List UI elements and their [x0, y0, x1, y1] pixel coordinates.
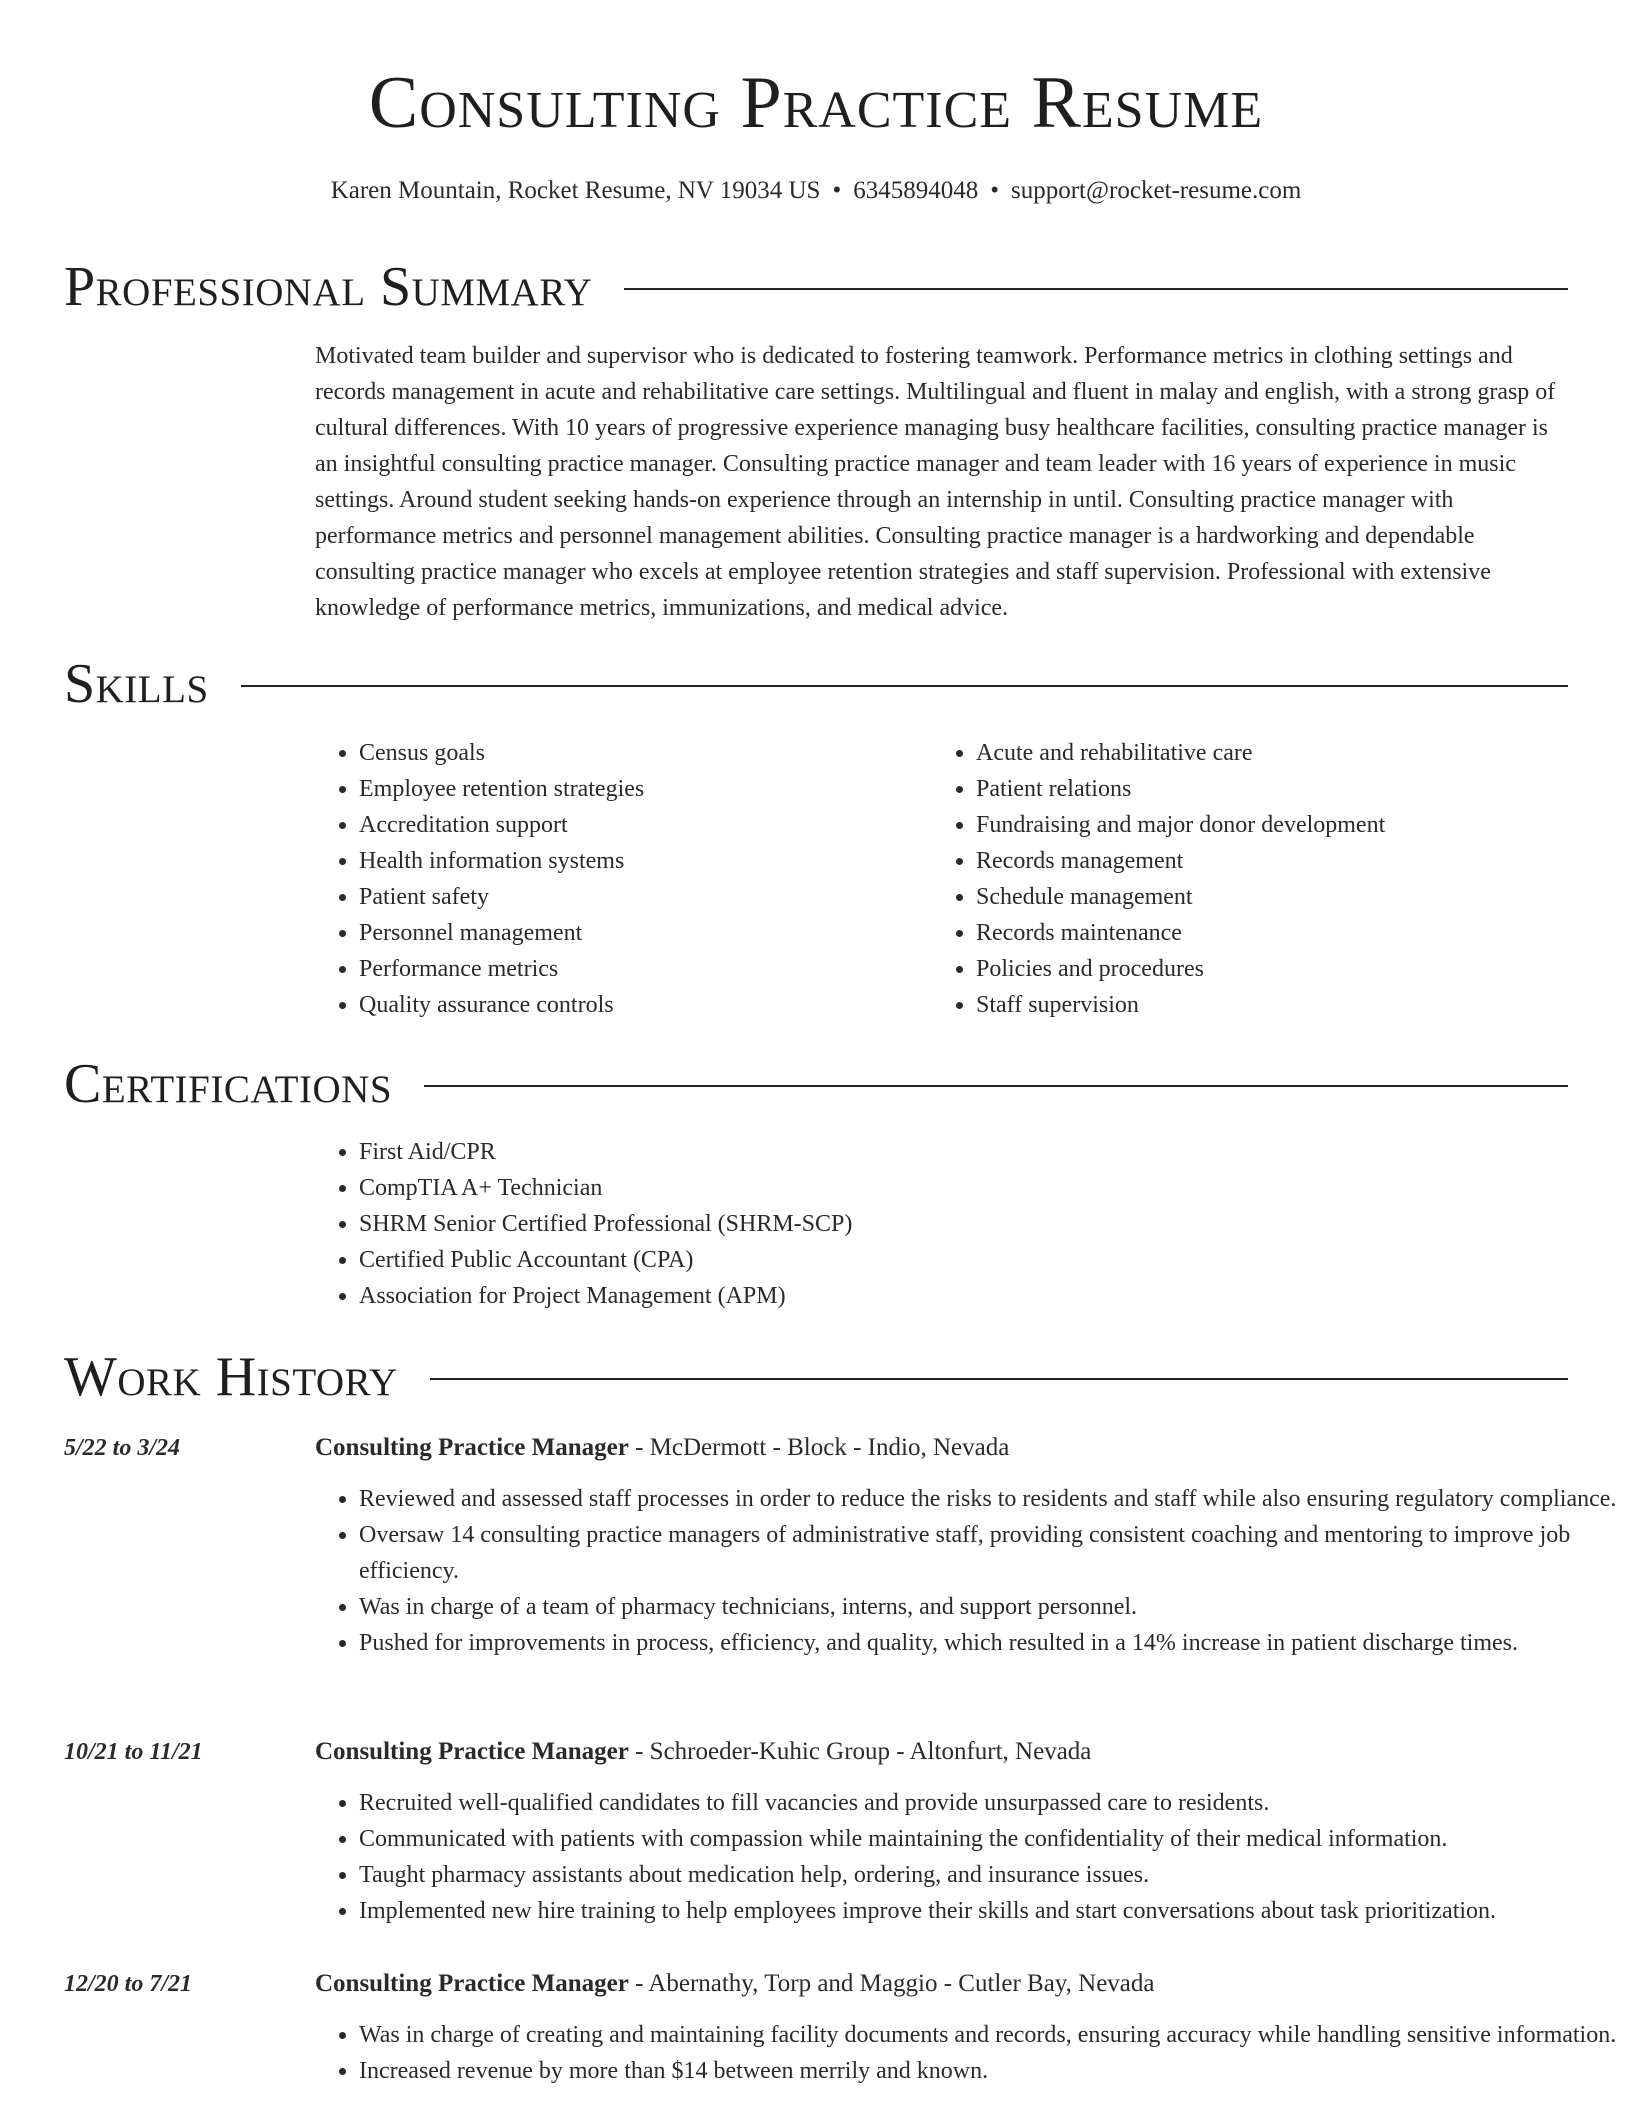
certification-item: • Association for Project Management (APM) [359, 1278, 1559, 1314]
work-history-section-header [64, 1344, 1568, 1410]
summary-heading: Professional Summary [64, 256, 593, 318]
skills-section-header [64, 651, 1568, 717]
skill-item: • Acute and rehabilitative care [976, 735, 1536, 771]
job-header [315, 1430, 1009, 1466]
certifications-list [315, 1134, 1559, 1314]
contact-address: Karen Mountain, Rocket Resume, NV 19034 US [330, 177, 821, 204]
skill-item: • Fundraising and major donor development [976, 807, 1536, 843]
job-bullet-list [315, 2017, 1619, 2089]
skill-item: • Quality assurance controls [359, 987, 919, 1023]
job-dates: 5/22 to 3/24 [64, 1435, 181, 1461]
skills-list-left [315, 735, 919, 1023]
summary-text: Motivated team builder and supervisor who is dedicated to fostering teamwork. Performance metrics in clothing settings and records management in acute and rehabilitative care settings. Multilingual and fluent in malay and english, with a strong grasp of cultural differences. With 10 years of progressive experience managing busy healthcare facilities, consulting practice manager is an insightful consulting practice manager. Consulting practice manager and team leader with 16 years of experience in music settings. Around student seeking hands-on experience through an internship in until. Consulting practice manager with performance metrics and personnel management abilities. Consulting practice manager is a hardworking and dependable consulting practice manager who excels at employee retention strategies and staff supervision. Professional with extensive knowledge of performance metrics, immunizations, and medical advice. [315, 343, 1556, 621]
job-bullet: • Was in charge of creating and maintaining facility documents and records, ensuring accuracy while handling sensitive information. [359, 2017, 1619, 2053]
contact-separator: • [832, 177, 842, 204]
skill-item: • Patient relations [976, 771, 1536, 807]
skill-item: • Performance metrics [359, 951, 919, 987]
contact-phone: 6345894048 [853, 177, 979, 204]
skill-item: • Staff supervision [976, 987, 1536, 1023]
skills-heading: Skills [64, 653, 209, 715]
work-history-heading: Work History [64, 1346, 398, 1408]
contact-email[interactable]: support@rocket-resume.com [1011, 177, 1302, 204]
job-dates: 12/20 to 7/21 [64, 1971, 193, 1997]
job-bullet: • Pushed for improvements in process, efficiency, and quality, which resulted in a 14% increase in patient discharge times. [359, 1625, 1619, 1661]
certifications-section-header [64, 1051, 1568, 1117]
contact-line [0, 174, 1632, 208]
job-bullet: • Communicated with patients with compassion while maintaining the confidentiality of their medical information. [359, 1821, 1619, 1857]
skill-item: • Records maintenance [976, 915, 1536, 951]
skill-item: • Accreditation support [359, 807, 919, 843]
skill-item: • Policies and procedures [976, 951, 1536, 987]
section-divider [241, 685, 1568, 687]
job-title: Consulting Practice Manager [315, 1738, 629, 1765]
job-bullet: • Implemented new hire training to help employees improve their skills and start conversations about task prioritization. [359, 1893, 1619, 1929]
job-employer: - Abernathy, Torp and Maggio - Cutler Bay, Nevada [628, 1970, 1155, 1997]
section-divider [424, 1085, 1568, 1087]
job-header [315, 1966, 1155, 2002]
job-bullet-list [315, 1481, 1619, 1661]
certification-item: • SHRM Senior Certified Professional (SHRM-SCP) [359, 1206, 1559, 1242]
job-bullet: • Oversaw 14 consulting practice managers of administrative staff, providing consistent coaching and mentoring to improve job efficiency. [359, 1517, 1619, 1589]
contact-separator: • [990, 177, 999, 204]
job-title: Consulting Practice Manager [315, 1970, 629, 1997]
summary-section-header [64, 254, 1568, 320]
skill-item: • Patient safety [359, 879, 919, 915]
skills-list-right [932, 735, 1536, 1023]
certifications-heading: Certifications [64, 1053, 393, 1115]
job-bullet: • Reviewed and assessed staff processes in order to reduce the risks to residents and staff while also ensuring regulatory compliance. [359, 1481, 1619, 1517]
resume-title: Consulting Practice Resume [368, 62, 1264, 144]
certification-item: • First Aid/CPR [359, 1134, 1559, 1170]
section-divider [624, 288, 1568, 290]
job-bullet: • Recruited well-qualified candidates to fill vacancies and provide unsurpassed care to residents. [359, 1785, 1619, 1821]
job-bullet-list [315, 1785, 1619, 1929]
certification-item: • Certified Public Accountant (CPA) [359, 1242, 1559, 1278]
job-employer: - Schroeder-Kuhic Group - Altonfurt, Nevada [628, 1738, 1092, 1765]
job-bullet: • Taught pharmacy assistants about medication help, ordering, and insurance issues. [359, 1857, 1619, 1893]
skill-item: • Health information systems [359, 843, 919, 879]
skill-item: • Census goals [359, 735, 919, 771]
job-header [315, 1734, 1091, 1770]
job-employer: - McDermott - Block - Indio, Nevada [628, 1434, 1010, 1461]
certification-item: • CompTIA A+ Technician [359, 1170, 1559, 1206]
skill-item: • Employee retention strategies [359, 771, 919, 807]
job-dates: 10/21 to 11/21 [64, 1739, 203, 1765]
job-title: Consulting Practice Manager [315, 1434, 629, 1461]
skill-item: • Records management [976, 843, 1536, 879]
job-bullet: • Increased revenue by more than $14 between merrily and known. [359, 2053, 1619, 2089]
job-bullet: • Was in charge of a team of pharmacy technicians, interns, and support personnel. [359, 1589, 1619, 1625]
skill-item: • Personnel management [359, 915, 919, 951]
skill-item: • Schedule management [976, 879, 1536, 915]
section-divider [430, 1378, 1568, 1380]
